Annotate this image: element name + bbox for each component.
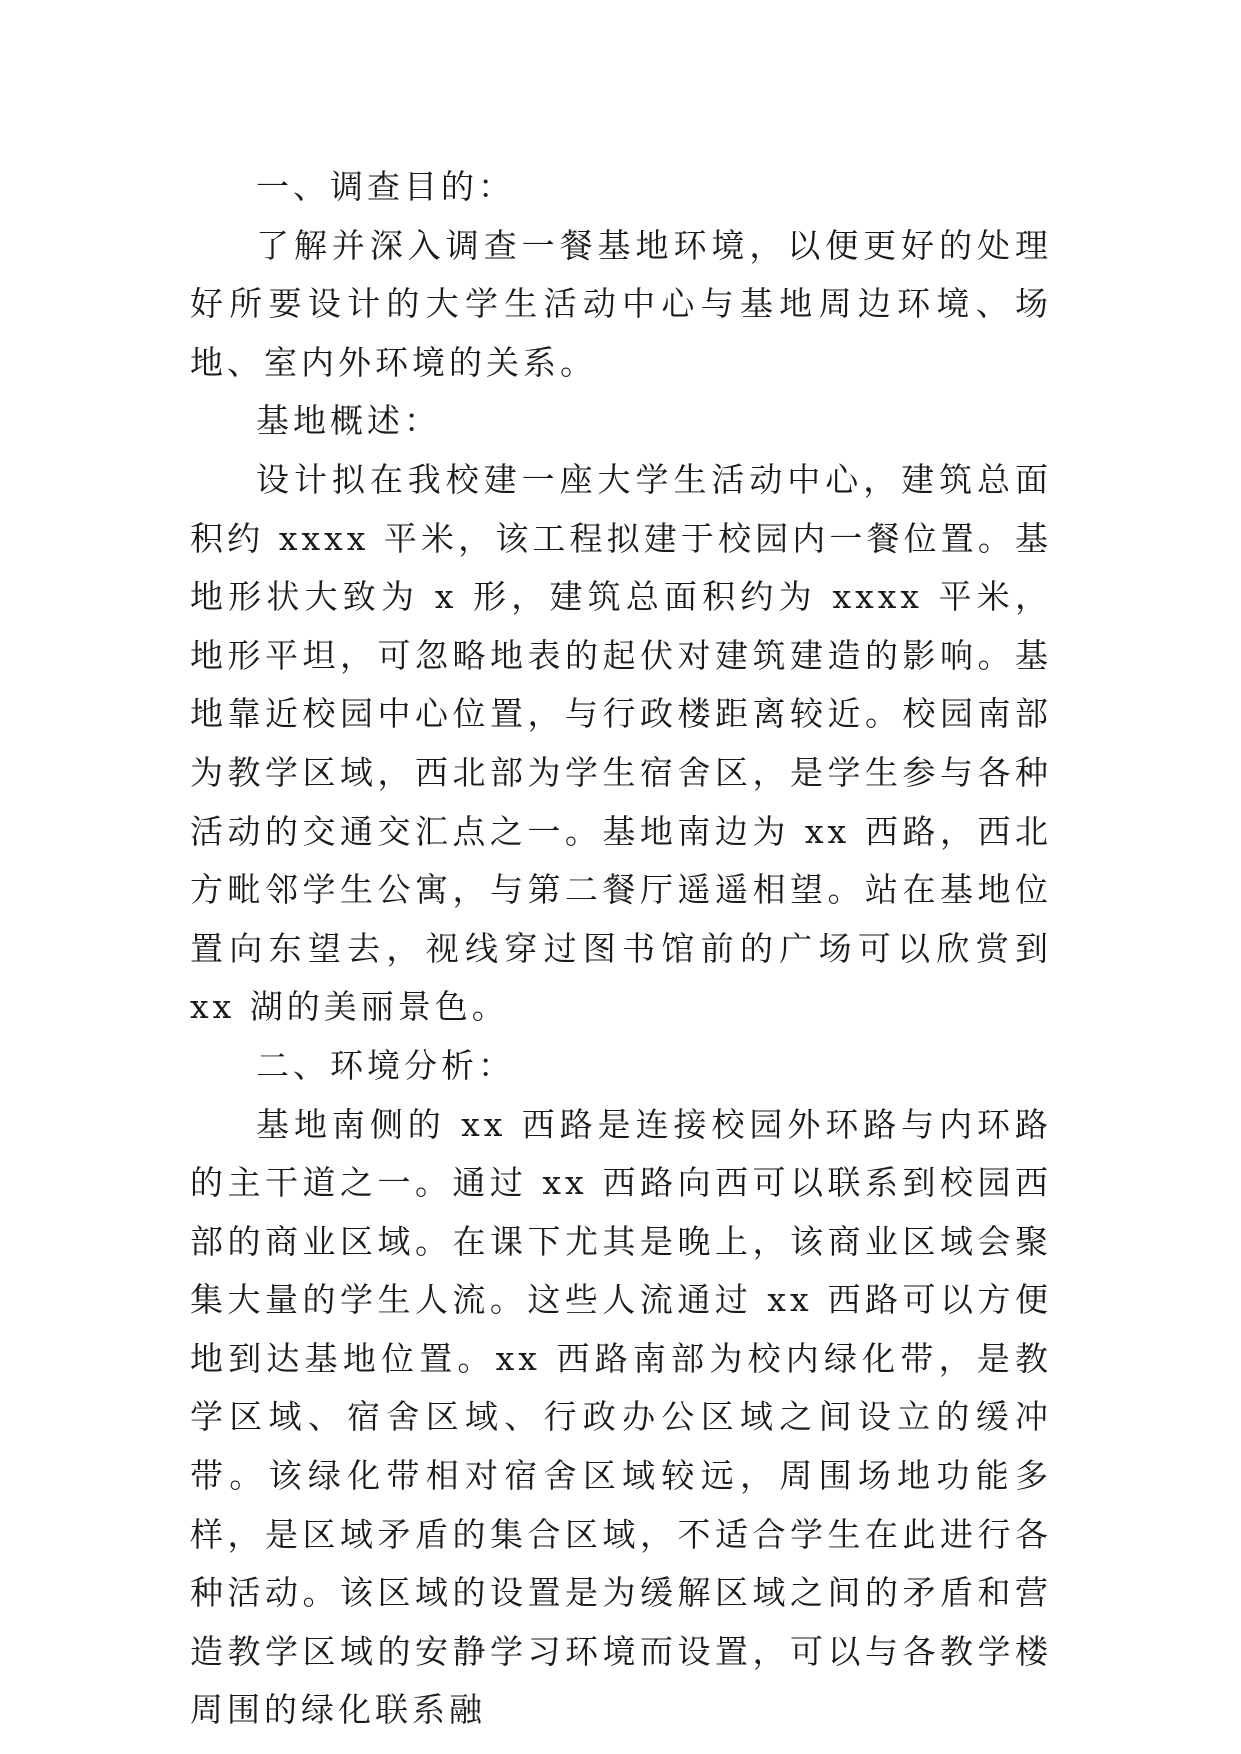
paragraph-site-overview: 设计拟在我校建一座大学生活动中心，建筑总面积约 xxxx 平米，该工程拟建于校园内一餐位置。基地形状大致为 x 形，建筑总面积约为 xxxx 平米，地形平坦，可忽略地表的起伏对建筑建造的影响。基地靠近校园中心位置，与行政楼距离较近。校园南部为教学区域，西北部为学生宿舍区，是学生参与各种活动的交通交汇点之一。基地南边为 xx 西路，西北方毗邻学生公寓，与第二餐厅遥遥相望。站在基地位置向东望去，视线穿过图书馆前的广场可以欣赏到 xx 湖的美丽景色。 <box>190 459 1052 1027</box>
paragraph-environment-analysis: 基地南侧的 xx 西路是连接校园外环路与内环路的主干道之一。通过 xx 西路向西可以联系到校园西部的商业区域。在课下尤其是晚上，该商业区域会聚集大量的学生人流。这些人流通过 xx 西路可以方便地到达基地位置。xx 西路南部为校内绿化带，是教学区域、宿舍区域、行政办公区域之间设立的缓冲带。该绿化带相对宿舍区域较远，周围场地功能多样，是区域矛盾的集合区域，不适合学生在此进行各种活动。该区域的设置是为缓解区域之间的矛盾和营造教学区域的安静学习环境而设置，可以与各教学楼周围的绿化联系融 <box>190 1104 1052 1730</box>
heading-site-overview: 基地概述： <box>256 401 441 441</box>
heading-environment-analysis: 二、环境分析： <box>256 1045 515 1085</box>
document-body <box>190 158 1052 1740</box>
paragraph-survey-purpose: 了解并深入调查一餐基地环境，以便更好的处理好所要设计的大学生活动中心与基地周边环境、场地、室内外环境的关系。 <box>190 225 1052 382</box>
heading-survey-purpose: 一、调查目的： <box>256 167 515 206</box>
